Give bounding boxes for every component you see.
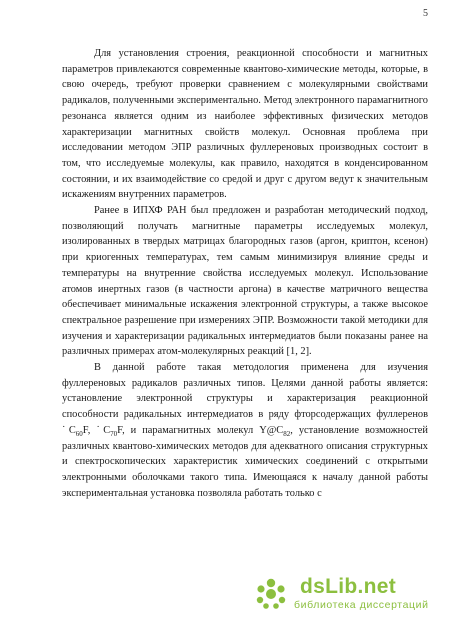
watermark-site-name: dsLib.net: [300, 575, 397, 598]
text-segment: F, и парамагнитных молекул Y@C: [117, 424, 284, 436]
dslib-logo-icon: [254, 577, 288, 611]
paragraph-1: [62, 46, 428, 203]
paragraph-2: [62, 203, 428, 360]
text-segment: Ранее в ИПХФ РАН был предложен и разработан методический подход, позволяющий получать магнитные параметры исследуемых молекул, изолированных в твердых матрицах благородных газов (аргон, криптон, ксенон) при криогенных температурах, тем самым минимизируя влияние среды и температуры на внутренние свойства исследуемых молекул. Использование атомов инертных газов (в частности аргона) в качестве матричного вещества обеспечивает минимальные искажения электронной структуры, а также высокое спектральное разрешение при измерениях ЭПР. Возможности такой методики для изучения и характеризации радикальных интермедиатов были показаны ранее на различных примерах атом-молекулярных реакций [1, 2].: [62, 205, 428, 358]
text-segment: , установление возможностей различных квантово-химических методов для адекватного описания структурных и спектроскопических характеристик химических соединений с открытыми электронными оболочками такого типа. Имеющаяся к началу данной работы экспериментальная установка позволяла работать только с: [62, 424, 428, 499]
text-segment: ˙C: [62, 424, 76, 436]
subscript: 70: [110, 429, 118, 438]
page-number: 5: [423, 8, 428, 19]
text-segment: Для установления строения, реакционной способности и магнитных параметров привлекаются современные квантово-химические методы, которые, в свою очередь, требуют проверки сравнением с молекулярными свойствами радикалов, полученными экспериментально. Метод электронного парамагнитного резонанса является одним из наиболее эффективных физических методов характеризации магнитных свойств молекул. Основная проблема при исследовании методом ЭПР различных фуллереновых производных состоит в том, что исследуемые молекулы, как правило, находятся в конденсированном состоянии, и их взаимодействие со средой и друг с другом ведут к значительным искажениям внутренних параметров.: [62, 48, 428, 201]
document-body: [62, 46, 428, 501]
watermark-tagline: библиотека диссертаций: [294, 599, 429, 611]
subscript: 60: [75, 429, 83, 438]
subscript: 82: [283, 429, 291, 438]
dslib-watermark: [254, 577, 444, 613]
text-segment: F, ˙C: [82, 424, 111, 436]
paragraph-3: [62, 360, 428, 501]
text-segment: В данной работе такая методология применена для изучения фуллереновых радикалов различных типов. Целями данной работы является: установление электронной структуры и характеризация реакционной способности радикальных интермедиатов в ряду фторсодержащих фуллеренов: [62, 362, 428, 421]
